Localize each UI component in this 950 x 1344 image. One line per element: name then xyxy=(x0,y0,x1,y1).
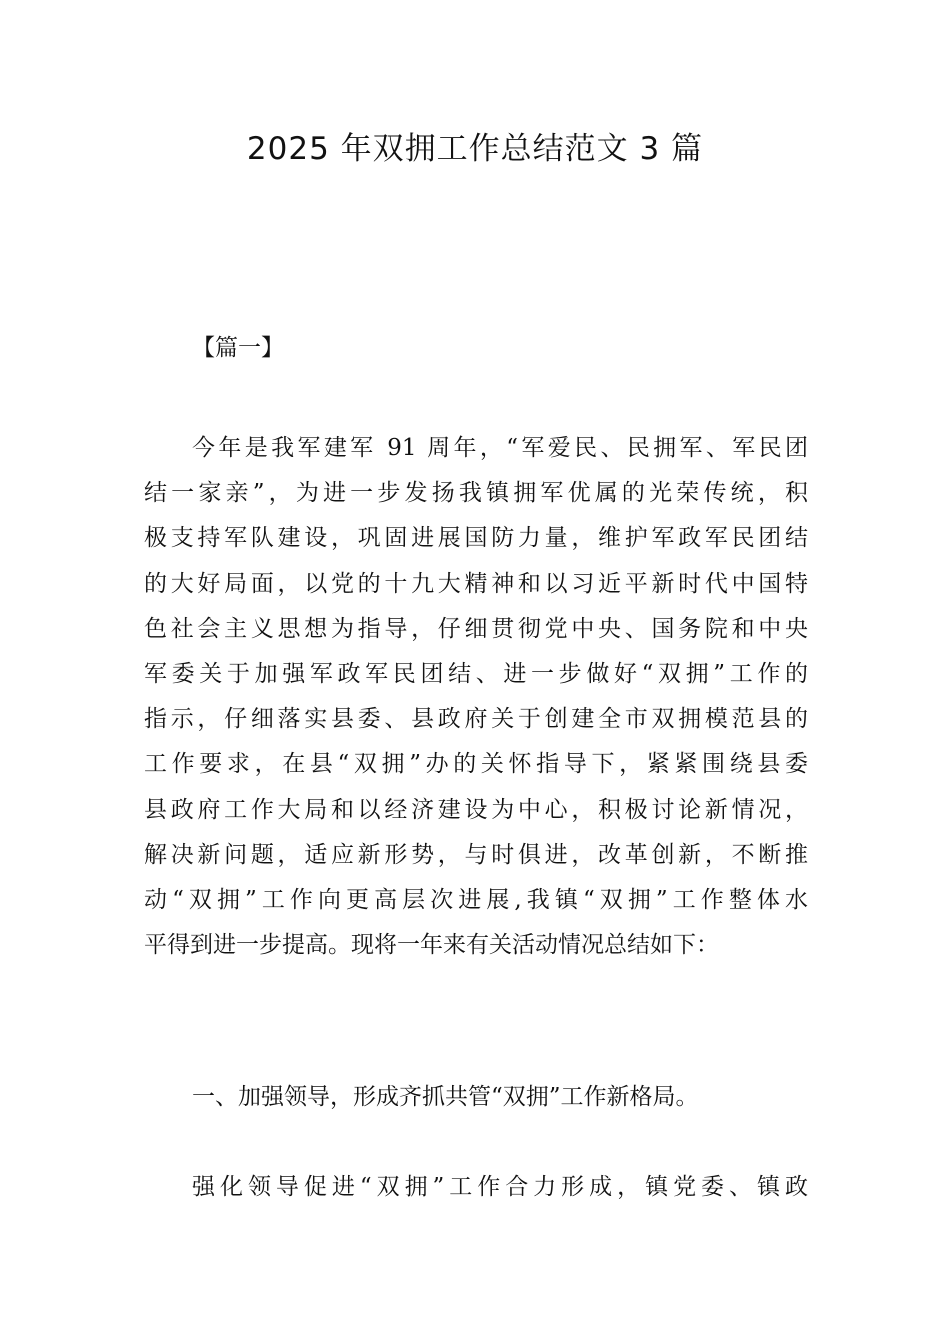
paragraph-line: 县政府工作大局和以经济建设为中心，积极讨论新情况， xyxy=(144,796,808,823)
document-title: 2025 年双拥工作总结范文 3 篇 xyxy=(246,131,704,167)
paragraph-line: 强化领导促进“双拥”工作合力形成，镇党委、镇政 xyxy=(192,1174,808,1200)
section-label: 【篇一】 xyxy=(192,335,284,361)
paragraph-line: 解决新问题，适应新形势，与时俱进，改革创新，不断推 xyxy=(144,841,808,868)
body-paragraph-1 xyxy=(144,426,808,968)
paragraph-line: 工作要求，在县“双拥”办的关怀指导下，紧紧围绕县委 xyxy=(144,751,808,778)
paragraph-line: 指示，仔细落实县委、县政府关于创建全市双拥模范县的 xyxy=(144,706,808,733)
paragraph-line: 动“双拥”工作向更高层次进展,我镇“双拥”工作整体水 xyxy=(144,887,808,914)
paragraph-line: 今年是我军建军 91 周年，“军爱民、民拥军、军民团 xyxy=(192,435,808,461)
heading-line: 一、加强领导，形成齐抓共管“双拥”工作新格局。 xyxy=(192,1084,699,1110)
paragraph-line: 极支持军队建设，巩固进展国防力量，维护军政军民团结 xyxy=(144,525,808,552)
paragraph-line: 色社会主义思想为指导，仔细贯彻党中央、国务院和中央 xyxy=(144,615,808,642)
section-heading-1 xyxy=(144,1075,808,1120)
paragraph-line: 平得到进一步提高。现将一年来有关活动情况总结如下： xyxy=(144,932,719,959)
body-paragraph-2 xyxy=(144,1165,808,1210)
paragraph-line: 结一家亲”，为进一步发扬我镇拥军优属的光荣传统，积 xyxy=(144,480,808,507)
paragraph-line: 的大好局面，以党的十九大精神和以习近平新时代中国特 xyxy=(144,570,808,597)
paragraph-line: 军委关于加强军政军民团结、进一步做好“双拥”工作的 xyxy=(144,661,808,688)
